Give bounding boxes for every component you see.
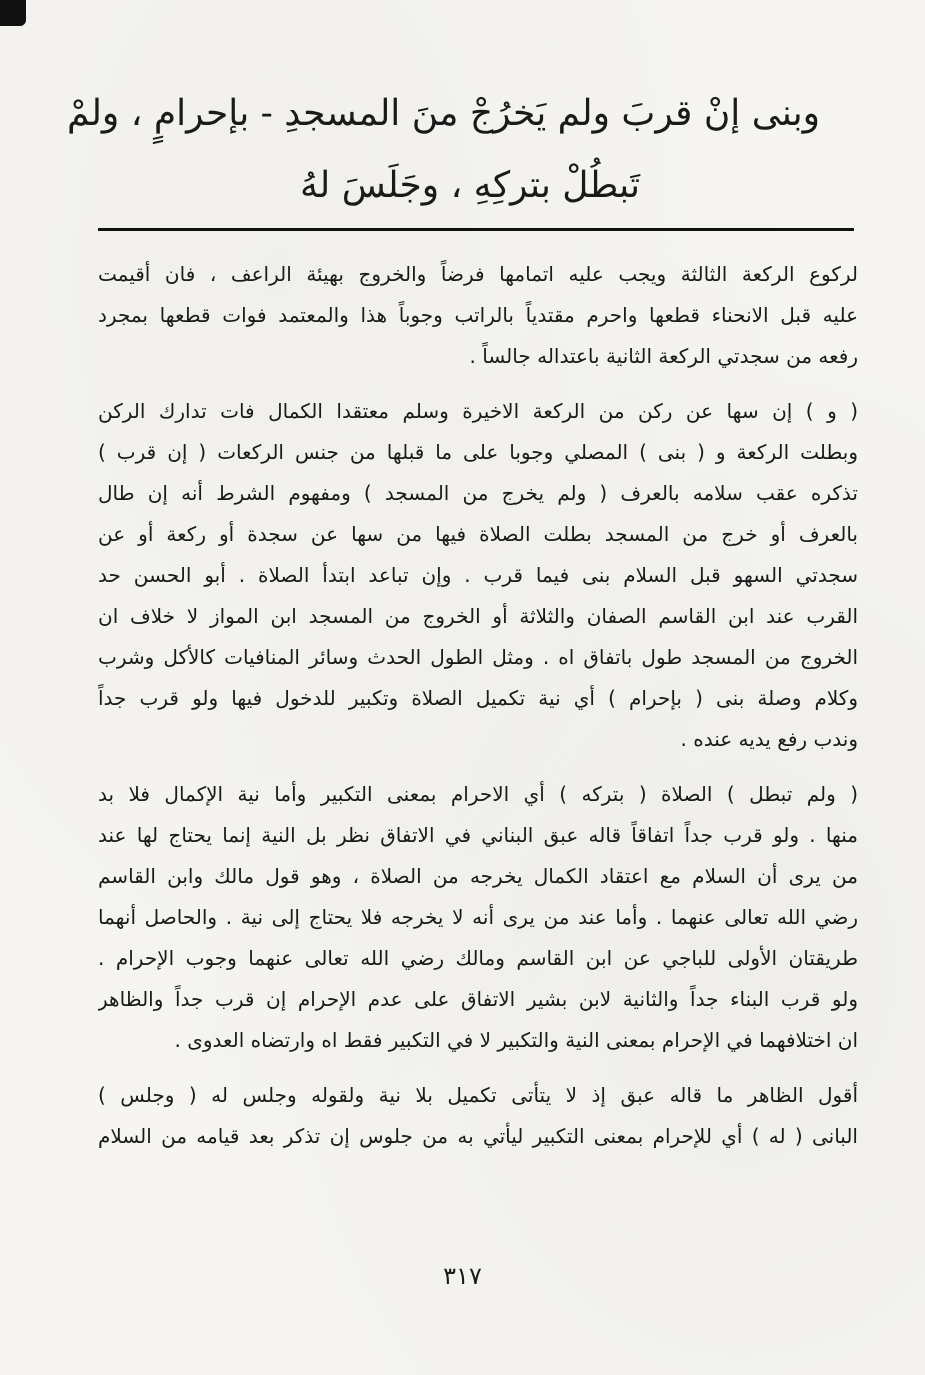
text-line: ( و ) إن سها عن ركن من الركعة الاخيرة وسلم معتقدا الكمال فات تدارك الركن — [98, 399, 858, 423]
paragraph — [98, 254, 858, 377]
text-line: من يرى أن السلام مع اعتقاد الكمال يخرجه من الصلاة ، وهو قول مالك وابن القاسم — [98, 864, 858, 888]
text-line: ( ولم تبطل ) الصلاة ( بتركه ) أي الاحرام بمعنى التكبير وأما نية الإكمال فلا بد — [98, 782, 858, 806]
text-line: وبطلت الركعة و ( بنى ) المصلي وجوبا على ما قبلها من جنس الركعات ( إن قرب ) — [98, 440, 858, 464]
text-line: تذكره عقب سلامه بالعرف ( ولم يخرج من المسجد ) ومفهوم الشرط أنه إن طال — [98, 481, 858, 505]
text-line: عليه قبل الانحناء قطعها واحرم مقتدياً بالراتب وجوباً هذا والمعتمد فوات قطعها بمجرد — [98, 303, 858, 327]
paragraph — [98, 1075, 858, 1157]
text-line: القرب عند ابن القاسم الصفان والثلاثة أو الخروج من المسجد ابن المواز لا خلاف ان — [98, 604, 858, 628]
text-line: وكلام وصلة بنى ( بإحرام ) أي نية تكميل الصلاة وتكبير للدخول فيها ولو قرب جداً — [98, 686, 858, 710]
page-number: ٣١٧ — [443, 1262, 482, 1290]
text-line: وندب رفع يديه عنده . — [680, 727, 858, 751]
text-line: أقول الظاهر ما قاله عبق إذ لا يتأتى تكميل بلا نية ولقوله وجلس له ( وجلس ) — [98, 1083, 858, 1107]
matn-header — [67, 78, 820, 222]
paragraph — [98, 391, 858, 760]
text-line: الخروج من المسجد طول باتفاق اه . ومثل الطول الحدث وسائر المنافيات كالأكل وشرب — [98, 645, 858, 669]
paragraph — [98, 774, 858, 1061]
scan-corner-mark — [0, 0, 26, 26]
text-line: رضي الله تعالى عنهما . وأما عند من يرى أنه لا يخرجه فلا يحتاج إلى نية . والحاصل أنهما — [98, 905, 858, 929]
text-line: سجدتي السهو قبل السلام بنى فيما قرب . وإن تباعد ابتدأ الصلاة . أبو الحسن حد — [98, 563, 858, 587]
text-line: ان اختلافهما في الإحرام بمعنى النية والتكبير لا في التكبير فقط اه وارتضاه العدوى . — [174, 1028, 858, 1052]
text-line: منها . ولو قرب جداً اتفاقاً قاله عبق البناني في الاتفاق نظر بل النية إنما يحتاج لها عند — [98, 823, 858, 847]
text-line: البانى ( له ) أي للإحرام بمعنى التكبير ليأتي به من جلوس إن تذكر بعد قيامه من السلام — [98, 1124, 858, 1148]
text-line: لركوع الركعة الثالثة ويجب عليه اتمامها فرضاً والخروج بهيئة الراعف ، فان أقيمت — [98, 262, 858, 286]
text-line: طريقتان الأولى للباجي عن ابن القاسم ومالك رضي الله تعالى عنهما وجوب الإحرام . — [98, 946, 858, 970]
text-line: ولو قرب البناء جداً والثانية لابن بشير الاتفاق على عدم الإحرام إن قرب جداً والظاهر — [98, 987, 858, 1011]
matn-line: تَبطُلْ بتركِهِ ، وجَلَسَ لهُ — [300, 165, 640, 206]
header-divider — [98, 228, 854, 231]
matn-line: وبنى إنْ قربَ ولم يَخرُجْ منَ المسجدِ - بإحرامٍ ، ولمْ — [67, 93, 820, 134]
text-line: بالعرف أو خرج من المسجد بطلت الصلاة فيها من سها عن سجدة أو ركعة أو عن — [98, 522, 858, 546]
text-line: رفعه من سجدتي الركعة الثانية باعتداله جالساً . — [469, 344, 858, 368]
commentary-body — [98, 254, 858, 1157]
